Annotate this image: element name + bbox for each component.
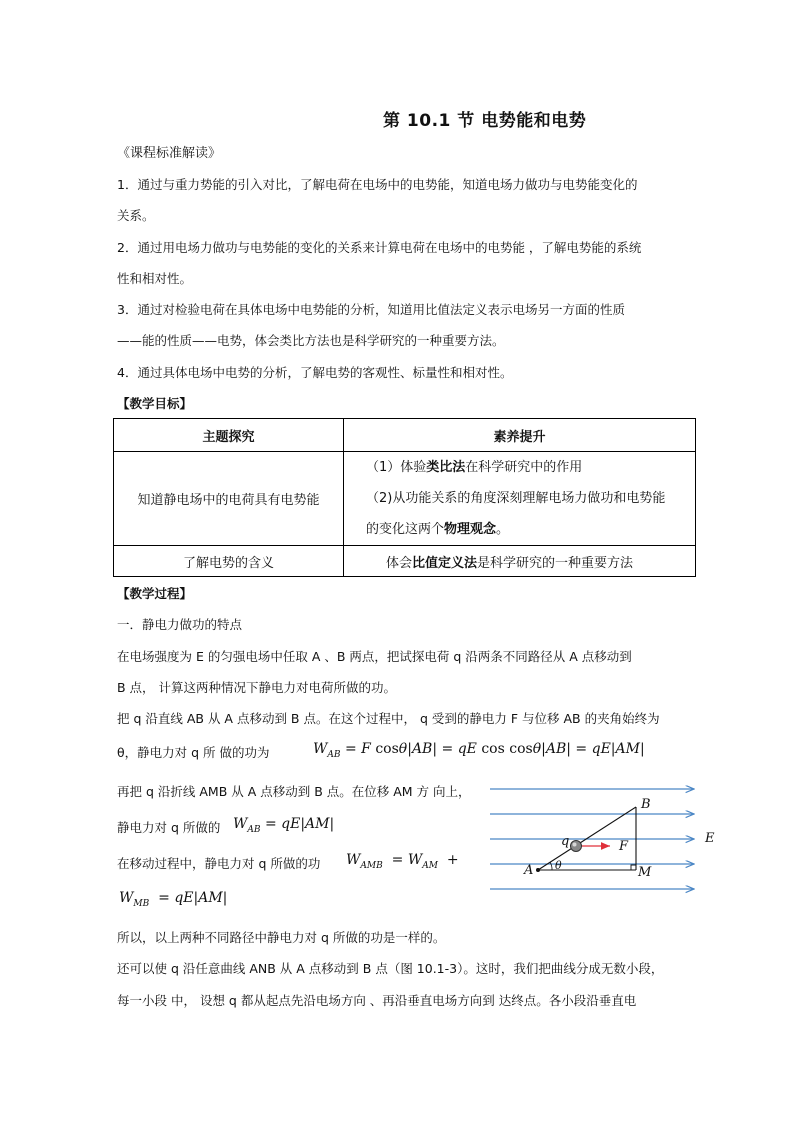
literacy-line: 的变化这两个物理观念。 (366, 522, 510, 537)
standard-line: 性和相对性。 (117, 271, 193, 286)
standard-line: 1．通过与重力势能的引入对比，了解电荷在电场中的电势能，知道电场力做功与电势能变化的 (117, 177, 638, 192)
label-q: q (561, 834, 570, 849)
label-f: F (619, 839, 629, 854)
section-heading: 一．静电力做功的特点 (117, 617, 243, 632)
standard-line: 4．通过具体电场中电势的分析，了解电势的客观性、标量性和相对性。 (117, 365, 513, 380)
point-a (536, 868, 540, 872)
label-e: E (705, 831, 715, 846)
label-a: A (524, 863, 534, 878)
goals-header-literacy: 素养提升 (344, 419, 696, 452)
goals-topic-cell: 了解电势的含义 (114, 546, 344, 577)
field-diagram (486, 776, 726, 896)
work-formula-amb: $W_{AMB} = W_{AM}$ + (346, 852, 459, 871)
test-charge (571, 841, 582, 852)
body-line: 每一小段 中， 设想 q 都从起点先沿电场方向 、再沿垂直电场方向到 达终点。各小段沿垂直电 (117, 993, 637, 1008)
literacy-line: （2)从功能关系的角度深刻理解电场力做功和电势能 (366, 491, 666, 506)
body-line: 在电场强度为 E 的匀强电场中任取 A 、B 两点，把试探电荷 q 沿两条不同路径从 A 点移动到 (117, 649, 632, 664)
goals-header-topic: 主题探究 (114, 419, 344, 452)
body-line: 再把 q 沿折线 AMB 从 A 点移动到 B 点。在位移 AM 方 向上， (117, 784, 471, 799)
body-line: 还可以使 q 沿任意曲线 ANB 从 A 点移动到 B 点（图 10.1-3）。这时，我们把曲线分成无数小段， (117, 961, 664, 976)
standard-line: 2．通过用电场力做功与电势能的变化的关系来计算电荷在电场中的电势能 ，了解电势能的系统 (117, 240, 642, 255)
curriculum-heading: 《课程标准解读》 (117, 146, 222, 161)
goals-literacy-cell: 体会比值定义法是科学研究的一种重要方法 (344, 546, 696, 577)
process-heading: 【教学过程】 (117, 586, 193, 601)
work-formula-mb: $W_{MB} = qE|AM|$ (119, 890, 228, 909)
work-formula-am: $W_{AB} = qE|AM|$ (233, 816, 335, 835)
body-line: 所以，以上两种不同路径中静电力对 q 所做的功是一样的。 (117, 930, 446, 945)
body-line: 在移动过程中，静电力对 q 所做的功 (117, 856, 321, 871)
body-line: θ，静电力对 q 所 做的功为 (117, 745, 270, 760)
goals-literacy-cell (344, 452, 696, 546)
body-line: 静电力对 q 所做的 (117, 820, 221, 835)
page-title: 第 10.1 节 电势能和电势 (383, 111, 587, 131)
label-m: M (638, 865, 652, 880)
work-formula-straight: $W_{AB} = F$ cosθ|AB| = qE cos cosθ|AB| = qE|AM| (313, 741, 645, 760)
standard-line: ——能的性质——电势，体会类比方法也是科学研究的一种重要方法。 (117, 333, 505, 348)
standard-line: 3．通过对检验电荷在具体电场中电势能的分析，知道用比值法定义表示电场另一方面的性质 (117, 302, 625, 317)
label-theta: θ (555, 859, 562, 872)
body-line: 把 q 沿直线 AB 从 A 点移动到 B 点。在这个过程中， q 受到的静电力 F 与位移 AB 的夹角始终为 (117, 711, 660, 726)
goals-table (113, 418, 696, 577)
goals-topic-cell: 知道静电场中的电荷具有电势能 (114, 452, 344, 546)
literacy-line: （1）体验类比法在科学研究中的作用 (366, 460, 583, 475)
field-lines (490, 789, 694, 889)
standard-line: 关系。 (117, 208, 155, 223)
body-line: B 点， 计算这两种情况下静电力对电荷所做的功。 (117, 680, 397, 695)
label-b: B (641, 797, 651, 812)
goals-heading: 【教学目标】 (117, 396, 193, 411)
